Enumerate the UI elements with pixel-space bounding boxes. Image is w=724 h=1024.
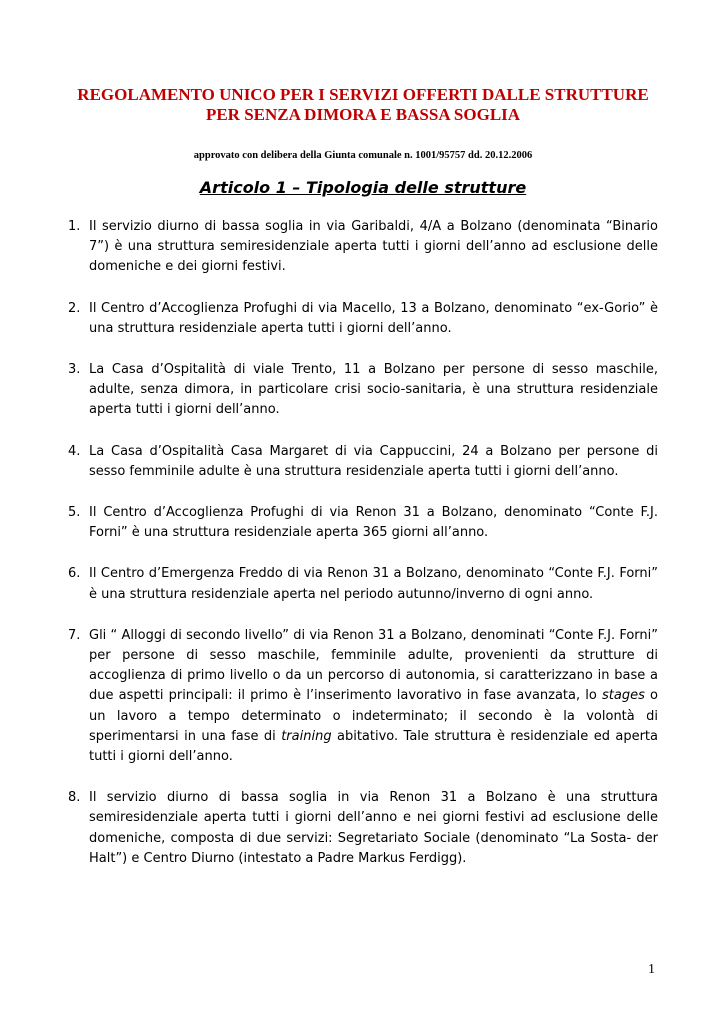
- list-item: [68, 564, 658, 604]
- list-item-text-part: Gli “ Alloggi di secondo livello” di via Renon 31 a Bolzano, denominati “Conte F.J. Forni” per persone di sesso maschile, femminile adulte, provenienti da strutture di accoglienza di primo livello o da un percorso di autonomia, si caratterizzano in base a due aspetti principali: il primo è l’inserimento lavorativo in fase avanzata, lo: [89, 627, 658, 704]
- list-item-number: 2.: [68, 300, 81, 316]
- list-item: [68, 360, 658, 421]
- list-item-number: 6.: [68, 566, 81, 582]
- page-number: 1: [648, 962, 655, 977]
- list-item-text: Il servizio diurno di bassa soglia in via Garibaldi, 4/A a Bolzano (denominata “Binario 7”) è una struttura semiresidenziale aperta tutti i giorni dell’anno ad esclusione delle domeniche e dei giorni festivi.: [89, 219, 658, 275]
- list-item-text: La Casa d’Ospitalità Casa Margaret di via Cappuccini, 24 a Bolzano per persone di sesso femminile adulte è una struttura residenziale aperta tutti i giorni dell’anno.: [89, 443, 658, 479]
- list-item: [68, 788, 658, 869]
- list-item-text-part: o un lavoro a tempo determinato o indeterminato; il secondo è la volontà di sperimentarsi in una fase di: [89, 688, 658, 744]
- list-item-text: Il servizio diurno di bassa soglia in via Renon 31 a Bolzano è una struttura semiresidenziale aperta tutti i giorni dell’anno e nei giorni festivi ad esclusione delle domeniche, composta di due servizi: Segretariato Sociale (denominato “La Sosta- der Halt”) e Centro Diurno (intestato a Padre Markus Ferdigg).: [89, 790, 658, 866]
- list-item-text: [89, 626, 658, 767]
- document-title: [68, 85, 658, 125]
- list-item-number: 5.: [68, 505, 81, 521]
- list-item-number: 3.: [68, 362, 81, 378]
- list-item-text: Il Centro d’Accoglienza Profughi di via Renon 31 a Bolzano, denominato “Conte F.J. Forni” è una struttura residenziale aperta 365 giorni all’anno.: [89, 505, 658, 541]
- list-item: [68, 503, 658, 543]
- list-item: [68, 217, 658, 278]
- emphasis-stages: stages: [602, 688, 645, 704]
- structures-list: [68, 217, 658, 869]
- list-item-text: La Casa d’Ospitalità di viale Trento, 11 a Bolzano per persone di sesso maschile, adulte, senza dimora, in particolare crisi socio-sanitaria, è una struttura residenziale aperta tutti i giorni dell’anno.: [89, 362, 658, 418]
- title-line-2: PER SENZA DIMORA E BASSA SOGLIA: [205, 105, 521, 124]
- list-item-text: Il Centro d’Emergenza Freddo di via Renon 31 a Bolzano, denominato “Conte F.J. Forni” è una struttura residenziale aperta nel periodo autunno/inverno di ogni anno.: [89, 566, 658, 602]
- list-item: [68, 442, 658, 482]
- list-item: [68, 626, 658, 767]
- list-item-number: 8.: [68, 790, 81, 806]
- list-item-text-part: abitativo. Tale struttura è residenziale ed aperta tutti i giorni dell’anno.: [89, 728, 658, 765]
- list-item: [68, 299, 658, 339]
- emphasis-training: training: [281, 728, 332, 744]
- list-item-number: 4.: [68, 443, 81, 459]
- article-heading: Articolo 1 – Tipologia delle strutture: [199, 178, 527, 197]
- list-item-number: 1.: [68, 219, 81, 234]
- approval-note: approvato con delibera della Giunta comunale n. 1001/95757 dd. 20.12.2006: [193, 150, 533, 161]
- title-line-1: REGOLAMENTO UNICO PER I SERVIZI OFFERTI DALLE STRUTTURE: [77, 85, 649, 104]
- list-item-text: Il Centro d’Accoglienza Profughi di via Macello, 13 a Bolzano, denominato “ex-Gorio” è una struttura residenziale aperta tutti i giorni dell’anno.: [89, 300, 658, 336]
- list-item-number: 7.: [68, 627, 81, 643]
